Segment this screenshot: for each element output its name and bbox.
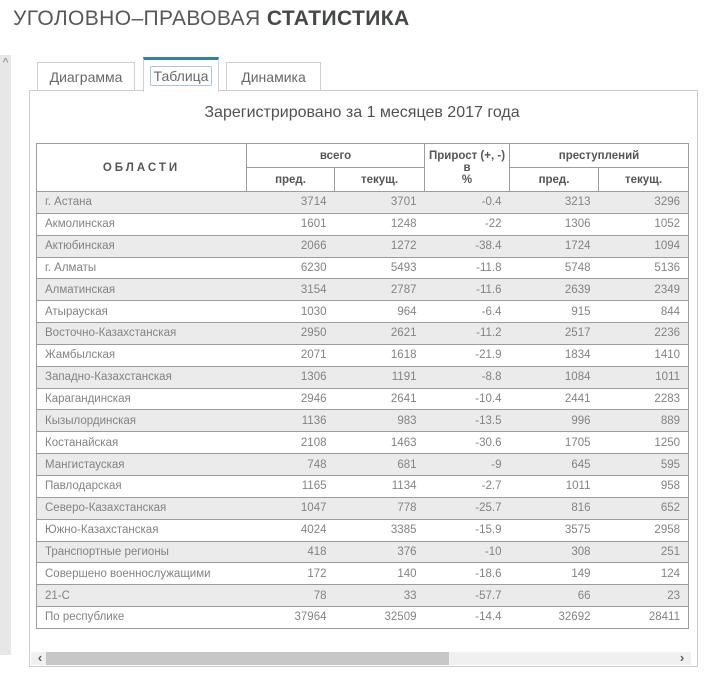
cell-crimes_curr: 958	[599, 475, 689, 497]
cell-crimes_prev: 645	[510, 454, 599, 476]
tab-dynamics[interactable]	[226, 62, 321, 91]
table-row	[37, 563, 689, 585]
cell-total_prev: 1165	[247, 475, 335, 497]
cell-total_prev: 2066	[247, 235, 335, 257]
cell-growth: -11.6	[425, 279, 510, 301]
cell-total_prev: 3714	[247, 192, 335, 214]
cell-total_prev: 418	[247, 541, 335, 563]
cell-crimes_curr: 251	[599, 541, 689, 563]
cell-crimes_prev: 1834	[510, 344, 599, 366]
table-row	[37, 235, 689, 257]
table-row	[37, 366, 689, 388]
cell-growth: -22	[425, 213, 510, 235]
cell-total_curr: 1463	[335, 432, 425, 454]
table-header	[37, 144, 689, 192]
page-title	[13, 7, 410, 31]
table-row	[37, 432, 689, 454]
column-header-total-prev: пред.	[247, 168, 335, 192]
cell-region: г. Астана	[37, 192, 247, 214]
cell-crimes_curr: 28411	[599, 607, 689, 629]
cell-crimes_prev: 66	[510, 585, 599, 607]
cell-region: Совершено военнослужащими	[37, 563, 247, 585]
cell-total_prev: 2950	[247, 323, 335, 345]
cell-total_curr: 32509	[335, 607, 425, 629]
cell-region: Акмолинская	[37, 213, 247, 235]
cell-crimes_curr: 3296	[599, 192, 689, 214]
growth-label-line2: %	[461, 173, 473, 186]
tab-dynamics-label: Динамика	[241, 68, 306, 85]
cell-crimes_curr: 2283	[599, 388, 689, 410]
cell-total_prev: 748	[247, 454, 335, 476]
cell-growth: -25.7	[425, 497, 510, 519]
table-row	[37, 541, 689, 563]
cell-crimes_curr: 1250	[599, 432, 689, 454]
cell-total_curr: 5493	[335, 257, 425, 279]
column-header-crimes-prev: пред.	[510, 168, 599, 192]
tab-table[interactable]	[143, 57, 219, 92]
cell-crimes_curr: 2349	[599, 279, 689, 301]
cell-total_prev: 2108	[247, 432, 335, 454]
cell-region: г. Алматы	[37, 257, 247, 279]
table-row	[37, 388, 689, 410]
cell-total_prev: 2071	[247, 344, 335, 366]
cell-region: Павлодарская	[37, 475, 247, 497]
cell-total_prev: 6230	[247, 257, 335, 279]
cell-growth: -6.4	[425, 301, 510, 323]
cell-crimes_curr: 889	[599, 410, 689, 432]
cell-crimes_curr: 595	[599, 454, 689, 476]
table-row	[37, 410, 689, 432]
cell-crimes_prev: 1705	[510, 432, 599, 454]
cell-crimes_curr: 5136	[599, 257, 689, 279]
cell-region: Северо-Казахстанская	[37, 497, 247, 519]
cell-total_prev: 1306	[247, 366, 335, 388]
cell-crimes_curr: 1052	[599, 213, 689, 235]
table-body	[37, 192, 689, 629]
cell-crimes_prev: 2441	[510, 388, 599, 410]
cell-crimes_prev: 1724	[510, 235, 599, 257]
scroll-left-icon[interactable]: ‹	[37, 650, 43, 665]
cell-total_curr: 3701	[335, 192, 425, 214]
cell-crimes_prev: 816	[510, 497, 599, 519]
cell-crimes_prev: 5748	[510, 257, 599, 279]
column-header-total-curr: текущ.	[335, 168, 425, 192]
cell-growth: -15.9	[425, 519, 510, 541]
cell-total_curr: 1248	[335, 213, 425, 235]
cell-growth: -9	[425, 454, 510, 476]
cell-crimes_prev: 915	[510, 301, 599, 323]
table-row	[37, 344, 689, 366]
table-row	[37, 454, 689, 476]
cell-total_curr: 2621	[335, 323, 425, 345]
cell-total_curr: 2787	[335, 279, 425, 301]
cell-growth: -38.4	[425, 235, 510, 257]
cell-region: Жамбылская	[37, 344, 247, 366]
cell-crimes_prev: 996	[510, 410, 599, 432]
cell-growth: -57.7	[425, 585, 510, 607]
cell-crimes_curr: 1410	[599, 344, 689, 366]
column-group-crimes: преступлений	[510, 144, 689, 168]
cell-growth: -2.7	[425, 475, 510, 497]
cell-growth: -30.6	[425, 432, 510, 454]
cell-region: 21-С	[37, 585, 247, 607]
cell-crimes_curr: 2236	[599, 323, 689, 345]
table-row	[37, 192, 689, 214]
statistics-table-wrap	[36, 143, 688, 629]
vertical-scrollbar[interactable]	[0, 55, 11, 655]
cell-total_curr: 681	[335, 454, 425, 476]
cell-total_curr: 3385	[335, 519, 425, 541]
growth-label-line1: Прирост (+, -) в	[428, 149, 506, 174]
cell-total_prev: 37964	[247, 607, 335, 629]
cell-total_curr: 1134	[335, 475, 425, 497]
cell-total_curr: 376	[335, 541, 425, 563]
cell-region: Атырауская	[37, 301, 247, 323]
cell-total_prev: 1136	[247, 410, 335, 432]
cell-crimes_curr: 23	[599, 585, 689, 607]
cell-crimes_prev: 1306	[510, 213, 599, 235]
cell-total_prev: 172	[247, 563, 335, 585]
cell-crimes_curr: 652	[599, 497, 689, 519]
cell-crimes_prev: 2517	[510, 323, 599, 345]
table-row	[37, 301, 689, 323]
cell-region: Алматинская	[37, 279, 247, 301]
cell-growth: -11.2	[425, 323, 510, 345]
page-title-regular: УГОЛОВНО–ПРАВОВАЯ	[13, 7, 261, 30]
scroll-up-icon[interactable]: ^	[2, 57, 9, 68]
cell-growth: -14.4	[425, 607, 510, 629]
column-group-total: всего	[247, 144, 425, 168]
cell-region: Южно-Казахстанская	[37, 519, 247, 541]
cell-total_prev: 4024	[247, 519, 335, 541]
cell-growth: -0.4	[425, 192, 510, 214]
cell-total_curr: 778	[335, 497, 425, 519]
cell-total_curr: 983	[335, 410, 425, 432]
cell-region: По республике	[37, 607, 247, 629]
cell-crimes_curr: 1011	[599, 366, 689, 388]
table-row	[37, 257, 689, 279]
cell-crimes_curr: 124	[599, 563, 689, 585]
cell-region: Кызылординская	[37, 410, 247, 432]
table-subtitle: Зарегистрировано за 1 месяцев 2017 года	[204, 104, 520, 121]
column-header-regions: ОБЛАСТИ	[37, 144, 247, 192]
table-row	[37, 475, 689, 497]
cell-total_curr: 1191	[335, 366, 425, 388]
cell-total_prev: 1047	[247, 497, 335, 519]
cell-total_curr: 33	[335, 585, 425, 607]
cell-total_curr: 964	[335, 301, 425, 323]
column-header-growth	[425, 144, 510, 192]
cell-total_curr: 1272	[335, 235, 425, 257]
table-row	[37, 607, 689, 629]
cell-growth: -13.5	[425, 410, 510, 432]
cell-growth: -10	[425, 541, 510, 563]
cell-region: Западно-Казахстанская	[37, 366, 247, 388]
cell-region: Транспортные регионы	[37, 541, 247, 563]
cell-growth: -10.4	[425, 388, 510, 410]
cell-growth: -8.8	[425, 366, 510, 388]
cell-growth: -21.9	[425, 344, 510, 366]
table-row	[37, 585, 689, 607]
horizontal-scrollbar-thumb[interactable]	[46, 652, 449, 665]
scroll-right-icon[interactable]: ›	[679, 650, 685, 665]
cell-region: Восточно-Казахстанская	[37, 323, 247, 345]
horizontal-scrollbar[interactable]	[31, 652, 691, 665]
cell-region: Мангистауская	[37, 454, 247, 476]
tab-table-label: Таблица	[150, 66, 213, 86]
cell-total_prev: 2946	[247, 388, 335, 410]
table-row	[37, 279, 689, 301]
cell-crimes_prev: 2639	[510, 279, 599, 301]
cell-region: Карагандинская	[37, 388, 247, 410]
cell-total_prev: 78	[247, 585, 335, 607]
cell-crimes_prev: 32692	[510, 607, 599, 629]
statistics-table	[36, 143, 689, 629]
cell-total_curr: 1618	[335, 344, 425, 366]
tab-diagram[interactable]	[37, 62, 135, 91]
table-row	[37, 323, 689, 345]
cell-crimes_prev: 1011	[510, 475, 599, 497]
cell-growth: -11.8	[425, 257, 510, 279]
cell-crimes_curr: 1094	[599, 235, 689, 257]
cell-crimes_prev: 3213	[510, 192, 599, 214]
table-row	[37, 519, 689, 541]
cell-total_curr: 2641	[335, 388, 425, 410]
cell-region: Костанайская	[37, 432, 247, 454]
cell-crimes_prev: 308	[510, 541, 599, 563]
cell-total_prev: 1601	[247, 213, 335, 235]
page-title-bold: СТАТИСТИКА	[266, 7, 410, 30]
tab-diagram-label: Диаграмма	[49, 68, 123, 85]
cell-crimes_curr: 844	[599, 301, 689, 323]
tab-content-panel	[29, 90, 698, 667]
cell-crimes_prev: 149	[510, 563, 599, 585]
cell-total_prev: 3154	[247, 279, 335, 301]
cell-crimes_prev: 3575	[510, 519, 599, 541]
table-row	[37, 213, 689, 235]
cell-crimes_curr: 2958	[599, 519, 689, 541]
table-row	[37, 497, 689, 519]
cell-growth: -18.6	[425, 563, 510, 585]
cell-crimes_prev: 1084	[510, 366, 599, 388]
cell-region: Актюбинская	[37, 235, 247, 257]
column-header-crimes-curr: текущ.	[599, 168, 689, 192]
cell-total_prev: 1030	[247, 301, 335, 323]
cell-total_curr: 140	[335, 563, 425, 585]
